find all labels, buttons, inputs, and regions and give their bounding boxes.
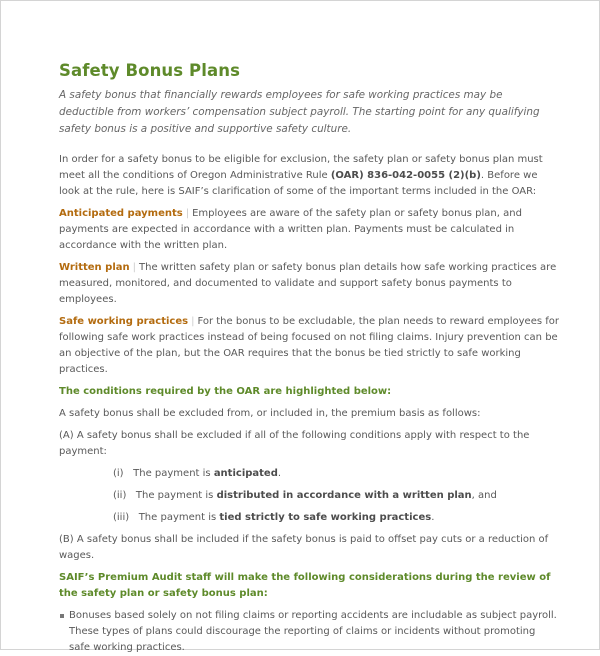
sub-item-end: . [431,512,435,523]
sub-item-bold: tied strictly to safe working practices [219,512,432,523]
sub-item-text: The payment is [135,490,217,501]
oar-text-end: . Before we look at the rule, here is SAIF’s clarification of some of the important terms included in the OAR: [59,170,538,197]
sub-item-label: (ii) [113,490,127,501]
sub-item-bold: anticipated [213,468,278,479]
term-separator: | [185,208,190,219]
page-title: Safety Bonus Plans [59,61,240,80]
term-separator: | [191,316,195,327]
term-label: Anticipated payments [59,208,183,219]
oar-paragraph [59,152,559,200]
sub-item-ii [113,488,559,504]
intro-paragraph: A safety bonus that financially rewards employees for safe working practices may be deductible from workers’ compensation subject payroll. The starting point for any qualifying safety bonus is a positive and supportive safety culture. [59,89,540,135]
premium-basis-text: A safety bonus shall be excluded from, or included in, the premium basis as follows: [59,408,481,419]
sub-item-text: The payment is [133,468,214,479]
term-label: Written plan [59,262,130,273]
considerations-list [59,608,559,656]
oar-text-start: In order for a safety bonus to be eligible for exclusion, the safety plan or safety bonus plan must meet all the conditions of Oregon Administrative Rule [59,154,543,181]
sub-item-bold: distributed in accordance with a written plan [216,490,472,501]
term-separator: | [132,262,136,273]
conditions-heading: The conditions required by the OAR are highlighted below: [59,386,392,397]
audit-heading: SAIF’s Premium Audit staff will make the following considerations during the review of the safety plan or safety bonus plan: [59,572,551,599]
sub-item-label: (i) [113,468,124,479]
sub-item-iii [113,510,559,526]
sub-item-i [113,466,559,482]
term-written-plan [59,260,559,308]
term-anticipated-payments [59,206,559,254]
sub-item-end: , and [471,490,497,501]
term-definition: For the bonus to be excludable, the plan needs to reward employees for following safe work practices instead of being focused on not filing claims. Injury prevention can be an objective of the plan, but the OAR requires that the bonus be tied strictly to safe working practices. [59,316,559,375]
term-definition: Employees are aware of the safety plan or safety bonus plan, and payments are expected in accordance with a written plan. Payments must be calculated in accordance with the written plan. [59,208,522,251]
list-item: Bonuses based solely on not filing claims or reporting accidents are includable as subject payroll. These types of plans could discourage the reporting of claims or incidents without promoting safe working practices. [59,608,559,656]
condition-item-b: (B) A safety bonus shall be included if the safety bonus is paid to offset pay cuts or a reduction of wages. [59,534,549,561]
term-definition: The written safety plan or safety bonus plan details how safe working practices are measured, monitored, and documented to validate and support safety bonus payments to employees. [59,262,557,305]
term-label: Safe working practices [59,316,189,327]
sub-item-label: (iii) [113,512,130,523]
condition-item-a: (A) A safety bonus shall be excluded if all of the following conditions apply with respect to the payment: [59,430,530,457]
document-content [59,63,559,656]
sub-item-end: . [277,468,282,479]
oar-rule-reference: (OAR) 836-042-0055 (2)(b) [330,170,481,181]
sub-item-text: The payment is [138,512,220,523]
term-safe-working-practices [59,314,559,378]
